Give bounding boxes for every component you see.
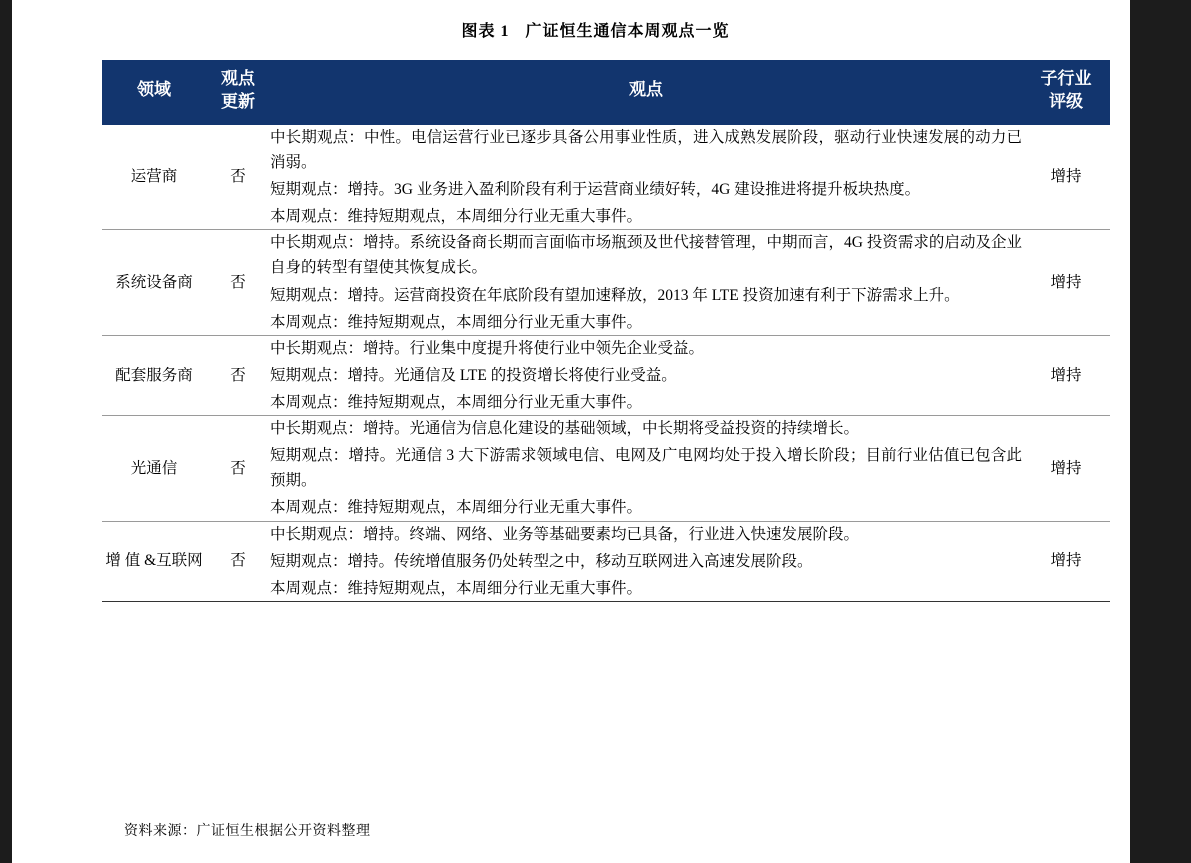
column-header-update-line1: 观点 xyxy=(221,69,255,88)
column-header-update xyxy=(206,60,270,123)
cell-rating: 增持 xyxy=(1022,521,1110,601)
cell-update: 否 xyxy=(206,335,270,415)
view-long-term: 中长期观点：增持。终端、网络、业务等基础要素均已具备，行业进入快速发展阶段。 xyxy=(270,525,860,543)
view-short-term: 短期观点：增持。3G 业务进入盈利阶段有利于运营商业绩好转，4G 建设推进将提升板块热度。 xyxy=(270,181,921,199)
cell-field: 光通信 xyxy=(102,416,206,521)
view-short-term: 短期观点：增持。传统增值服务仍处转型之中，移动互联网进入高速发展阶段。 xyxy=(270,552,813,570)
cell-rating: 增持 xyxy=(1022,335,1110,415)
cell-rating: 增持 xyxy=(1022,416,1110,521)
cell-view xyxy=(270,335,1022,415)
figure-number: 图表 1 xyxy=(461,23,510,40)
cell-field: 配套服务商 xyxy=(102,335,206,415)
cell-view xyxy=(270,521,1022,601)
view-long-term: 中长期观点：增持。行业集中度提升将使行业中领先企业受益。 xyxy=(270,339,705,357)
view-long-term: 中长期观点：增持。系统设备商长期而言面临市场瓶颈及世代接替管理，中期而言，4G 投资需求的启动及企业自身的转型有望使其恢复成长。 xyxy=(270,234,1022,277)
view-short-term: 短期观点：增持。运营商投资在年底阶段有望加速释放，2013 年 LTE 投资加速有利于下游需求上升。 xyxy=(270,286,960,304)
column-header-rating-line2: 评级 xyxy=(1049,91,1083,111)
cell-update: 否 xyxy=(206,521,270,601)
table-header xyxy=(102,60,1110,123)
cell-update: 否 xyxy=(206,123,270,229)
view-this-week: 本周观点：维持短期观点，本周细分行业无重大事件。 xyxy=(270,313,643,331)
table-row xyxy=(102,123,1110,229)
table-body xyxy=(102,123,1110,601)
cell-rating: 增持 xyxy=(1022,230,1110,335)
cell-view xyxy=(270,416,1022,521)
column-header-field: 领域 xyxy=(102,60,206,123)
view-this-week: 本周观点：维持短期观点，本周细分行业无重大事件。 xyxy=(270,579,643,597)
table-row xyxy=(102,230,1110,335)
cell-rating: 增持 xyxy=(1022,123,1110,229)
column-header-update-line2: 更新 xyxy=(221,91,255,111)
view-short-term: 短期观点：增持。光通信 3 大下游需求领域电信、电网及广电网均处于投入增长阶段；目前行业估值已包含此预期。 xyxy=(270,447,1022,490)
view-this-week: 本周观点：维持短期观点，本周细分行业无重大事件。 xyxy=(270,208,643,226)
table-row xyxy=(102,335,1110,415)
cell-view xyxy=(270,123,1022,229)
column-header-rating xyxy=(1022,60,1110,123)
page-left-margin xyxy=(0,0,12,863)
cell-field: 系统设备商 xyxy=(102,230,206,335)
column-header-rating-line1: 子行业 xyxy=(1040,69,1092,88)
cell-field: 运营商 xyxy=(102,123,206,229)
view-long-term: 中长期观点：中性。电信运营行业已逐步具备公用事业性质，进入成熟发展阶段，驱动行业快速发展的动力已消弱。 xyxy=(270,128,1022,171)
table-row xyxy=(102,521,1110,601)
cell-view xyxy=(270,230,1022,335)
figure-caption xyxy=(0,18,1191,41)
view-this-week: 本周观点：维持短期观点，本周细分行业无重大事件。 xyxy=(270,393,643,411)
figure-title: 广证恒生通信本周观点一览 xyxy=(525,23,730,40)
view-short-term: 短期观点：增持。光通信及 LTE 的投资增长将使行业受益。 xyxy=(270,366,677,384)
cell-field: 增 值 &互联网 xyxy=(102,521,206,601)
table-header-row xyxy=(102,60,1110,123)
view-long-term: 中长期观点：增持。光通信为信息化建设的基础领域，中长期将受益投资的持续增长。 xyxy=(270,420,860,438)
table-row xyxy=(102,416,1110,521)
cell-update: 否 xyxy=(206,230,270,335)
source-note: 资料来源：广证恒生根据公开资料整理 xyxy=(124,824,371,839)
column-header-view: 观点 xyxy=(270,60,1022,123)
page-right-margin xyxy=(1130,0,1191,863)
cell-update: 否 xyxy=(206,416,270,521)
views-table xyxy=(102,60,1110,602)
view-this-week: 本周观点：维持短期观点，本周细分行业无重大事件。 xyxy=(270,499,643,517)
